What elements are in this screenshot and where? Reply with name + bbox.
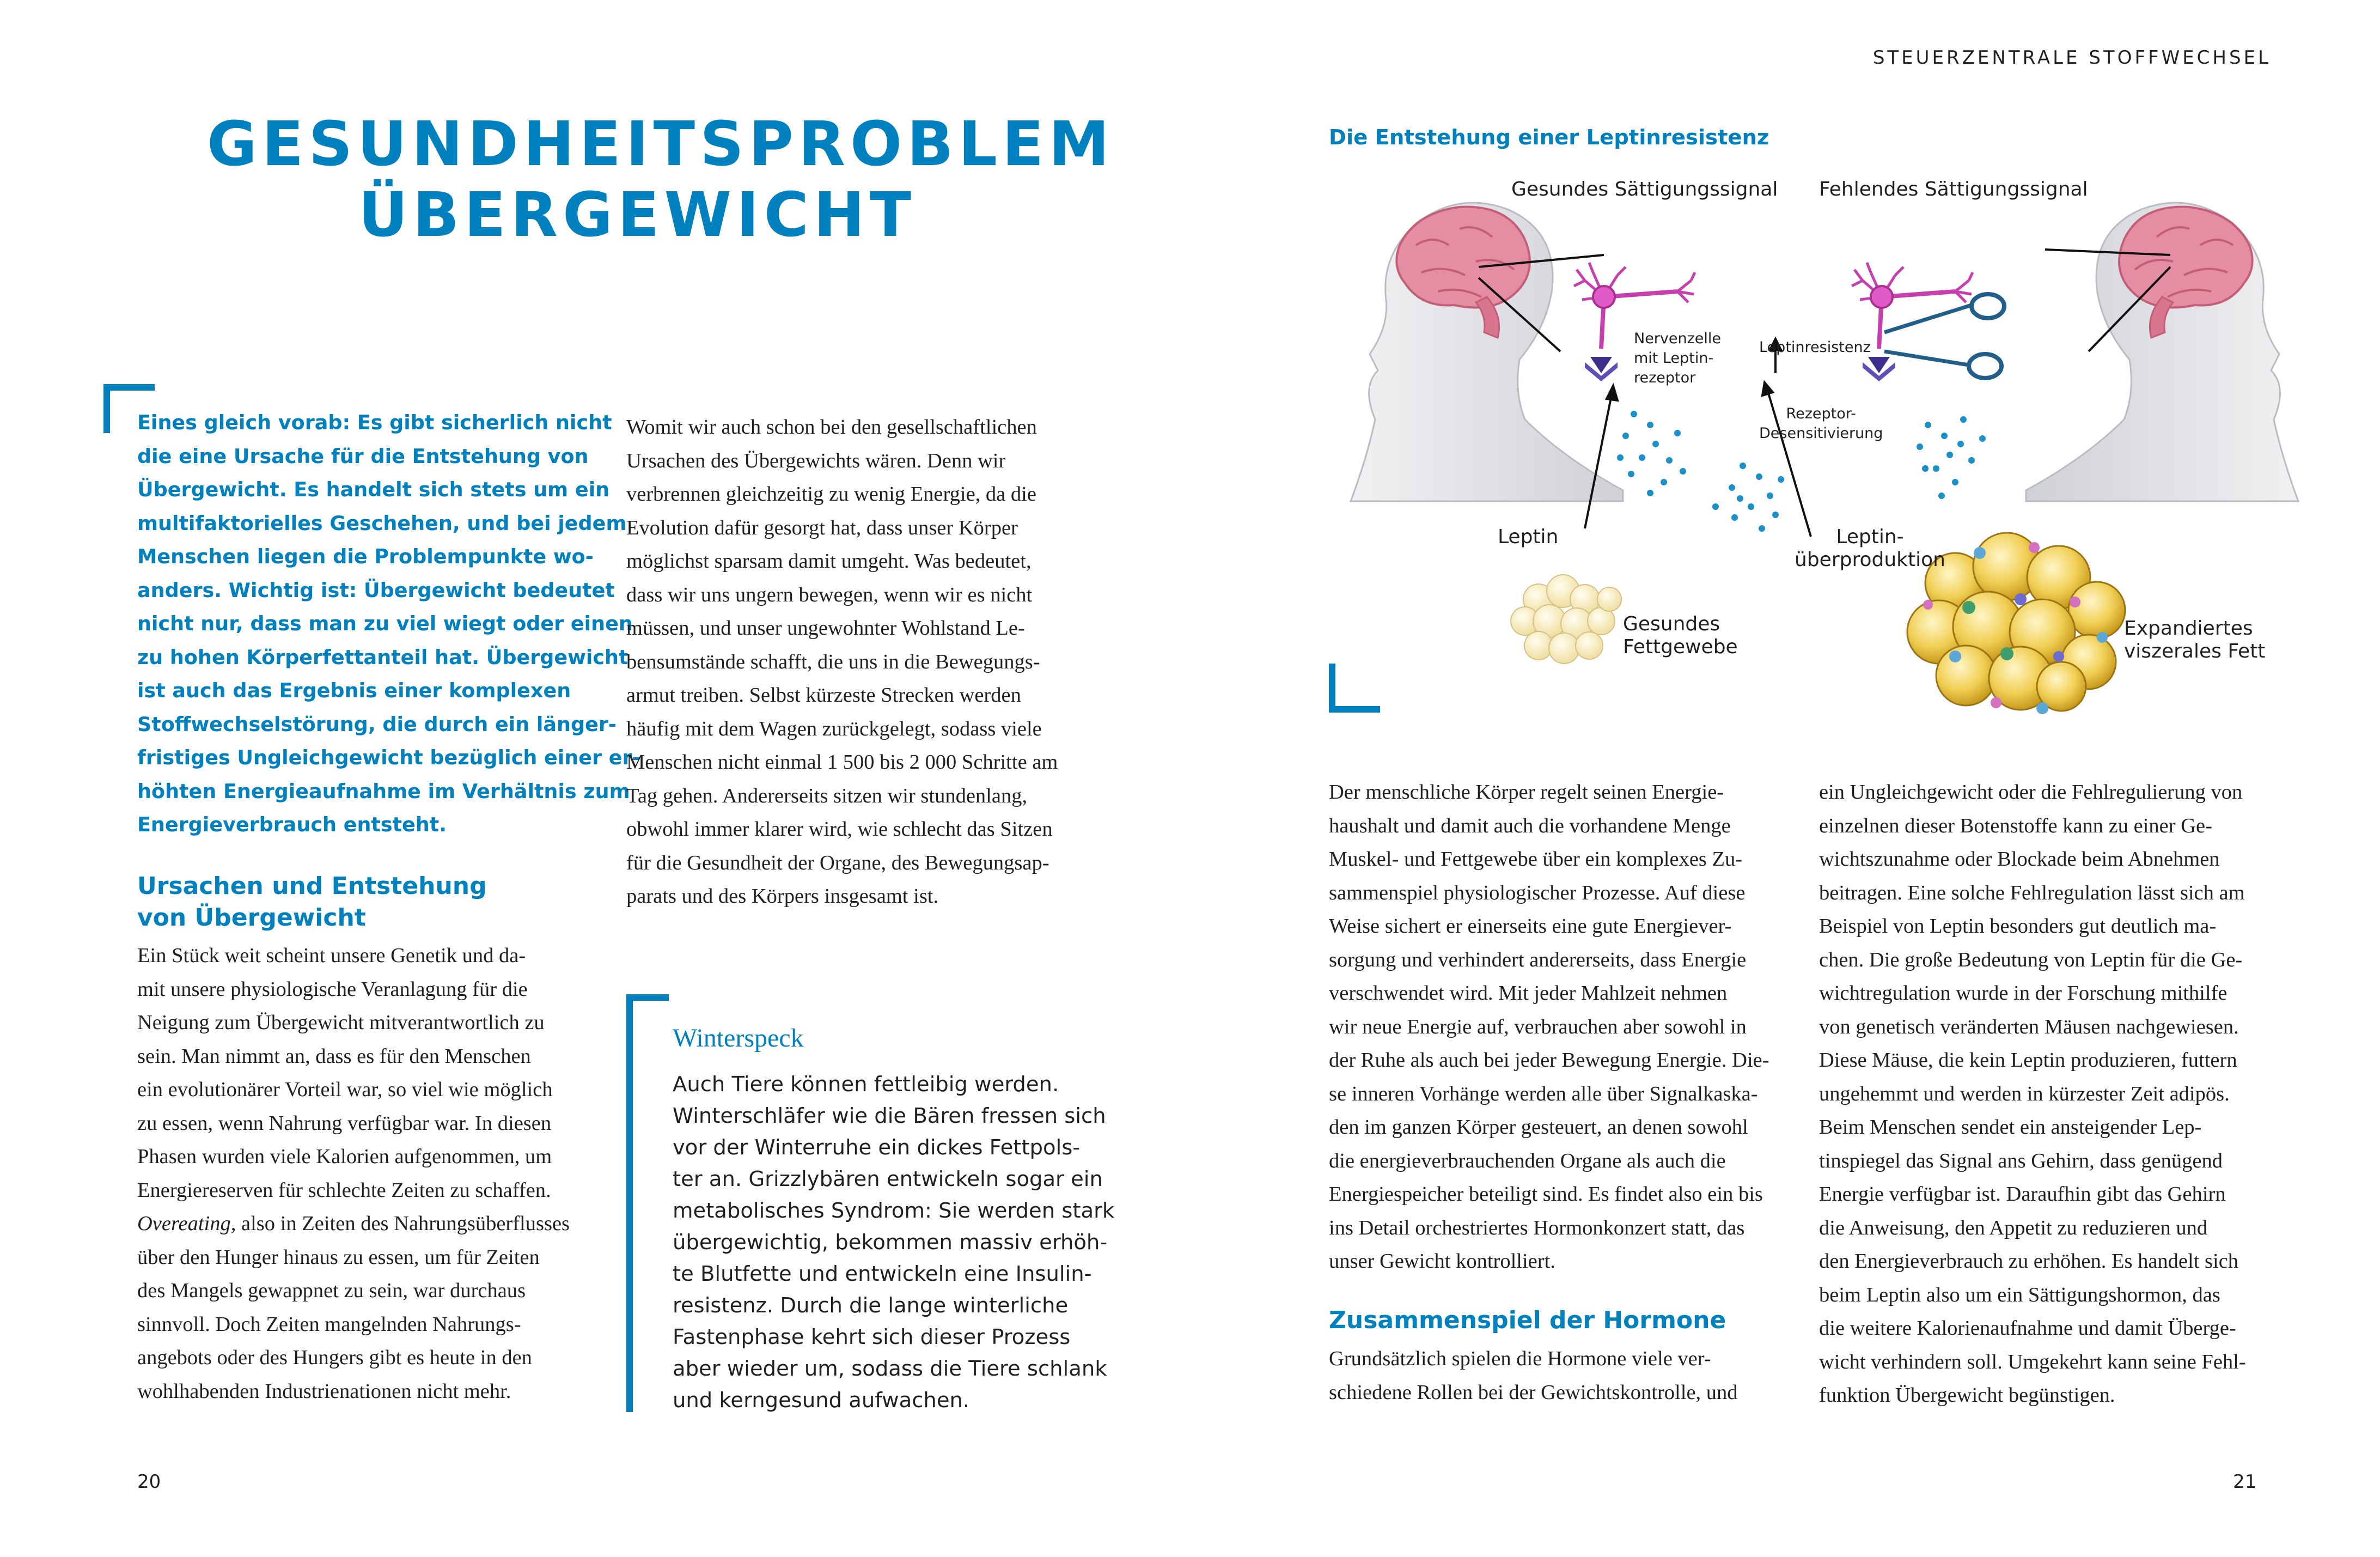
label-line: Gesundes	[1623, 613, 1720, 635]
label-healthy-fat	[1623, 613, 1738, 659]
label-line: Fettgewebe	[1623, 636, 1738, 658]
intro-line: Eines gleich vorab: Es gibt sicherlich nicht	[137, 411, 612, 434]
body-line: Womit wir auch schon bei den gesellschaftlichen	[626, 416, 1037, 439]
body-line: parats und des Körpers insgesamt ist.	[626, 885, 939, 908]
body-line: häufig mit dem Wagen zurückgelegt, sodass viele	[626, 717, 1042, 740]
body-line: müssen, und unser ungewohnter Wohlstand Le-	[626, 617, 1025, 640]
body-line: Grundsätzlich spielen die Hormone viele ver-	[1329, 1347, 1711, 1370]
body-line: den im ganzen Körper gesteuert, an denen sowohl	[1329, 1116, 1748, 1139]
intro-line: Stoffwechselstörung, die durch ein länger-	[137, 712, 617, 736]
section-body-causes	[137, 939, 589, 1408]
intro-line: zu hohen Körperfettanteil hat. Übergewicht	[137, 645, 628, 669]
body-line: chen. Die große Bedeutung von Leptin für die Ge-	[1819, 948, 2243, 971]
body-line: von genetisch veränderten Mäusen nachgewiesen.	[1819, 1015, 2239, 1038]
body-line: Weise sichert er einerseits eine gute Energiever-	[1329, 915, 1732, 938]
body-line: haushalt und damit auch die vorhandene Menge	[1329, 814, 1731, 837]
page-title	[207, 109, 1114, 251]
intro-line: fristiges Ungleichgewicht bezüglich einer er-	[137, 746, 640, 769]
intro-line: höhten Energieaufnahme im Verhältnis zum	[137, 779, 630, 803]
body-line: zu essen, wenn Nahrung verfügbar war. In diesen	[137, 1111, 552, 1135]
body-line: wichtregulation wurde in der Forschung mithilfe	[1819, 982, 2228, 1005]
body-line: verschwendet wird. Mit jeder Mahlzeit nehmen	[1329, 982, 1728, 1005]
section-heading-line: Ursachen und Entstehung	[137, 872, 487, 900]
body-line: für die Gesundheit der Organe, des Bewegungsap-	[626, 851, 1049, 874]
box-line: Auch Tiere können fettleibig werden.	[673, 1072, 1059, 1097]
label-leptin-resistance: Leptinresistenz	[1759, 339, 1871, 356]
box-line: aber wieder um, sodass die Tiere schlank	[673, 1357, 1107, 1381]
intro-line: nicht nur, dass man zu viel wiegt oder einen	[137, 612, 633, 635]
body-line: Beispiel von Leptin besonders gut deutlich ma-	[1819, 915, 2217, 938]
body-line: den Energieverbrauch zu erhöhen. Es handelt sich	[1819, 1250, 2239, 1273]
body-line: beitragen. Eine solche Fehlregulation lässt sich am	[1819, 881, 2245, 904]
body-line: angebots oder des Hungers gibt es heute in den	[137, 1346, 532, 1369]
label-line: Rezeptor-	[1786, 405, 1856, 422]
label-line: Nervenzelle	[1634, 330, 1722, 347]
body-line: ungehemmt und werden in kürzester Zeit adipös.	[1819, 1082, 2230, 1105]
intro-line: Energieverbrauch entsteht.	[137, 813, 447, 836]
scissors-icon	[1884, 294, 2004, 378]
box-line: te Blutfette und entwickeln eine Insulin-	[673, 1262, 1092, 1286]
box-line: vor der Winterruhe ein dickes Fettpols-	[673, 1135, 1081, 1160]
box-title: Winterspeck	[673, 1024, 804, 1053]
box-body	[673, 1069, 1115, 1416]
label-leptin-overproduction	[1795, 526, 1945, 571]
body-line: die Anweisung, den Appetit zu reduzieren und	[1819, 1216, 2208, 1239]
intro-text	[137, 406, 640, 842]
body-line: Beim Menschen sendet ein ansteigender Lep-	[1819, 1116, 2202, 1139]
body-line: wicht verhindern soll. Umgekehrt kann seine Fehl-	[1819, 1350, 2246, 1373]
body-line: se inneren Vorhänge werden alle über Signalkaska-	[1329, 1082, 1758, 1105]
label-line: Leptin-	[1836, 526, 1904, 548]
body-line: funktion Übergewicht begünstigen.	[1819, 1384, 2115, 1407]
head-right-icon	[2026, 203, 2298, 501]
body-line: schiedene Rollen bei der Gewichtskontrolle, und	[1329, 1380, 1738, 1404]
section-heading-hormones: Zusammenspiel der Hormone	[1329, 1306, 1726, 1334]
body-line: Der menschliche Körper regelt seinen Energie-	[1329, 781, 1724, 804]
body-line: wichtszunahme oder Blockade beim Abnehmen	[1819, 848, 2220, 871]
box-line: resistenz. Durch die lange winterliche	[673, 1293, 1069, 1318]
body-line: mit unsere physiologische Veranlagung für die	[137, 977, 528, 1001]
body-line: über den Hunger hinaus zu essen, um für Zeiten	[137, 1245, 540, 1269]
body-line-rest: also in Zeiten des Nahrungsüberflusses	[241, 1212, 570, 1235]
label-line: mit Leptin-	[1634, 350, 1714, 367]
box-line: Fastenphase kehrt sich dieser Prozess	[673, 1325, 1071, 1349]
box-bracket	[626, 994, 669, 1412]
label-visceral-fat	[2124, 617, 2265, 663]
head-left-icon	[1351, 203, 1623, 501]
box-line: übergewichtig, bekommen massiv erhöh-	[673, 1230, 1108, 1255]
box-line: Winterschläfer wie die Bären fressen sich	[673, 1104, 1106, 1128]
body-line: ein evolutionärer Vorteil war, so viel wie möglich	[137, 1078, 553, 1101]
body-line: die energieverbrauchenden Organe als auch die	[1329, 1149, 1726, 1172]
body-line: tinspiegel das Signal ans Gehirn, dass genügend	[1819, 1149, 2223, 1172]
body-line: armut treiben. Selbst kürzeste Strecken werden	[626, 684, 1021, 707]
body-line: Energie verfügbar ist. Daraufhin gibt das Gehirn	[1819, 1183, 2226, 1206]
title-line-2: ÜBERGEWICHT	[358, 180, 917, 251]
label-healthy-signal: Gesundes Sättigungssignal	[1511, 178, 1778, 200]
body-line: Diese Mäuse, die kein Leptin produzieren, futtern	[1819, 1049, 2237, 1072]
body-line: Ein Stück weit scheint unsere Genetik und da-	[137, 944, 526, 967]
column-3-text	[1329, 776, 1797, 1279]
box-line: ter an. Grizzlybären entwickeln sogar ein	[673, 1167, 1103, 1191]
figure-corner-bracket	[1329, 664, 1380, 713]
section-heading-line: von Übergewicht	[137, 904, 366, 932]
body-line: des Mangels gewappnet zu sein, war durchaus	[137, 1279, 526, 1302]
body-line: Menschen nicht einmal 1 500 bis 2 000 Schritte am	[626, 751, 1058, 774]
body-line	[137, 1207, 589, 1241]
label-leptin: Leptin	[1498, 526, 1559, 548]
body-line: verbrennen gleichzeitig zu wenig Energie, da die	[626, 483, 1036, 506]
body-line: unser Gewicht kontrolliert.	[1329, 1250, 1555, 1273]
body-line: möglichst sparsam damit umgeht. Was bedeutet,	[626, 550, 1032, 573]
column-4-text	[1819, 776, 2298, 1413]
body-line: wohlhabenden Industrienationen nicht mehr.	[137, 1379, 511, 1403]
page-number-right: 21	[2233, 1471, 2257, 1493]
label-line: viszerales Fett	[2124, 640, 2266, 662]
body-line: sinnvoll. Doch Zeiten mangelnden Nahrungs-	[137, 1312, 521, 1336]
box-line: metabolisches Syndrom: Sie werden stark	[673, 1199, 1115, 1223]
body-line: Energiereserven für schlechte Zeiten zu schaffen.	[137, 1178, 551, 1202]
body-line: die weitere Kalorienaufnahme und damit Überge-	[1819, 1317, 2236, 1340]
body-line: Muskel- und Fettgewebe über ein komplexes Zu-	[1329, 848, 1743, 871]
intro-line: Übergewicht. Es handelt sich stets um ein	[137, 478, 610, 501]
body-line: sammenspiel physiologischer Prozesse. Auf diese	[1329, 881, 1746, 904]
body-line: ins Detail orchestriertes Hormonkonzert statt, das	[1329, 1216, 1745, 1239]
body-line: dass wir uns ungern bewegen, wenn wir es nicht	[626, 583, 1033, 606]
label-missing-signal: Fehlendes Sättigungssignal	[1819, 178, 2088, 200]
body-line: bensumstände schafft, die uns in die Bewegungs-	[626, 650, 1040, 673]
label-line: Desensitivierung	[1759, 425, 1883, 442]
label-neuron	[1634, 329, 1721, 388]
body-line: Neigung zum Übergewicht mitverantwortlich zu	[137, 1011, 545, 1034]
label-line: Expandiertes	[2124, 617, 2253, 640]
body-line: sein. Man nimmt an, dass es für den Menschen	[137, 1044, 531, 1068]
body-line: der Ruhe als auch bei jeder Bewegung Energie. Die-	[1329, 1049, 1769, 1072]
body-line: wir neue Energie auf, verbrauchen aber sowohl in	[1329, 1015, 1747, 1038]
healthy-fat-tissue-icon	[1511, 575, 1621, 664]
body-line: einzelnen dieser Botenstoffe kann zu einer Ge-	[1819, 814, 2212, 837]
body-line: Phasen wurden viele Kalorien aufgenommen, um	[137, 1145, 552, 1168]
section-body-hormones	[1329, 1342, 1797, 1409]
italic-term: Overeating,	[137, 1212, 236, 1235]
section-heading-causes	[137, 871, 487, 934]
title-line-1: GESUNDHEITSPROBLEM	[207, 109, 1114, 180]
intro-line: anders. Wichtig ist: Übergewicht bedeutet	[137, 578, 615, 602]
intro-line: Menschen liegen die Problempunkte wo-	[137, 545, 594, 568]
intro-line: die eine Ursache für die Entstehung von	[137, 444, 589, 468]
label-line: rezeptor	[1634, 369, 1696, 386]
body-line: Energiespeicher beteiligt sind. Es findet also ein bis	[1329, 1183, 1763, 1206]
body-line: Tag gehen. Andererseits sitzen wir stundenlang,	[626, 784, 1028, 807]
box-line: und kerngesund aufwachen.	[673, 1388, 970, 1413]
column-2-text	[626, 411, 1095, 914]
figure-caption: Die Entstehung einer Leptinresistenz	[1329, 125, 1769, 150]
intro-line: ist auch das Ergebnis einer komplexen	[137, 679, 571, 702]
running-head: STEUERZENTRALE STOFFWECHSEL	[1872, 47, 2271, 69]
page-number-left: 20	[137, 1471, 161, 1493]
label-receptor-desensitization	[1759, 404, 1883, 443]
body-line: obwohl immer klarer wird, wie schlecht das Sitzen	[626, 818, 1053, 841]
body-line: ein Ungleichgewicht oder die Fehlregulierung von	[1819, 781, 2243, 804]
body-line: Evolution dafür gesorgt hat, dass unser Körper	[626, 516, 1018, 539]
body-line: sorgung und verhindert andererseits, dass Energie	[1329, 948, 1747, 971]
intro-line: multifaktorielles Geschehen, und bei jedem	[137, 511, 627, 535]
label-line: überproduktion	[1795, 549, 1945, 571]
body-line: beim Leptin also um ein Sättigungshormon, das	[1819, 1283, 2220, 1306]
body-line: Ursachen des Übergewichts wären. Denn wir	[626, 449, 1006, 472]
